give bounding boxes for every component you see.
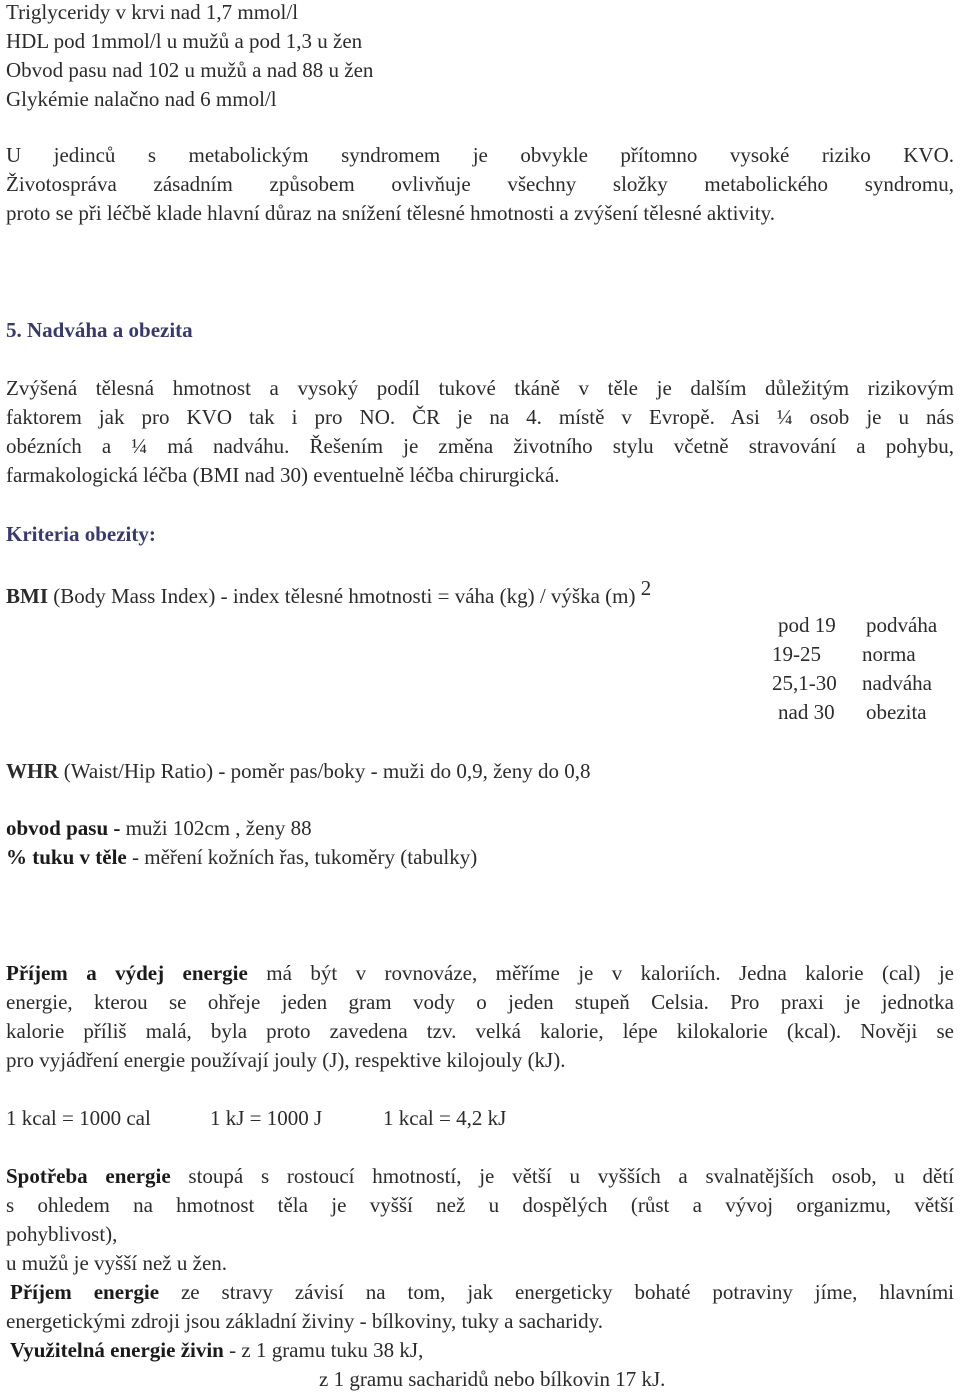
usable-line-2: z 1 gramu sacharidů nebo bílkovin 17 kJ. [319,1367,666,1391]
intake-line-1 [10,1278,954,1307]
intake-text-1: ze stravy závisí na tom, jak energeticky bohaté potraviny jíme, hlavními [159,1280,954,1304]
bmi-category-1: podváha [866,613,938,637]
bmi-exponent: 2 [640,576,652,600]
intake-label: Příjem energie [10,1280,160,1304]
fat-line [6,843,477,872]
bmi-category-2: norma [862,642,916,666]
energy-line-2: energie, kterou se ohřeje jeden gram vody o jeden stupeň Celsia. Pro praxi je jednotka [6,990,954,1014]
criterion-hdl: HDL pod 1mmol/l u mužů a pod 1,3 u žen [6,29,363,53]
bmi-range-2: 19-25 [772,642,821,666]
whr-text: (Waist/Hip Ratio) - poměr pas/boky - muži do 0,9, ženy do 0,8 [58,759,591,783]
waist-label: obvod pasu - [6,816,126,840]
para2-line-1: Zvýšená tělesná hmotnost a vysoký podíl tukové tkáně v těle je dalším důležitým rizikovým [6,376,954,400]
consumption-line-4: u mužů je vyšší než u žen. [6,1251,228,1275]
criteria-heading: Kriteria obezity: [6,522,156,546]
para2-line-2: faktorem jak pro KVO tak i pro NO. ČR je na 4. místě v Evropě. Asi ¼ osob je u nás [6,405,954,429]
energy-line-1 [6,959,954,988]
bmi-text: (Body Mass Index) - index tělesné hmotnosti = váha (kg) / výška (m) [48,584,641,608]
fat-text: - měření kožních řas, tukoměry (tabulky) [126,845,478,869]
bmi-label: BMI [6,584,48,608]
consumption-label: Spotřeba energie [6,1164,171,1188]
whr-line [6,757,590,786]
energy-label: Příjem a výdej energie [6,961,248,985]
consumption-line-3: pohyblivost), [6,1222,118,1246]
intake-line-2: energetickými zdroji jsou základní živiny - bílkoviny, tuky a sacharidy. [6,1309,603,1333]
section-heading: 5. Nadváha a obezita [6,318,193,342]
energy-line-3: kalorie příliš malá, byla proto zavedena tzv. velká kalorie, lépe kilokalorie (kcal). Nověji se [6,1019,954,1043]
bmi-range-1: pod 19 [778,613,836,637]
consumption-line-1 [6,1162,954,1191]
energy-line-4: pro vyjádření energie používají jouly (J), respektive kilojouly (kJ). [6,1048,566,1072]
fat-label: % tuku v těle [6,845,127,869]
waist-text: muži 102cm , ženy 88 [125,816,312,840]
criterion-glycemia: Glykémie nalačno nad 6 mmol/l [6,87,277,111]
usable-label: Využitelná energie živin [10,1338,224,1362]
para2-line-3: obézních a ¼ má nadváhu. Řešením je změna životního stylu včetně stravování a pohybu, [6,434,954,458]
usable-line-1 [10,1336,423,1365]
criterion-triglycerides: Triglyceridy v krvi nad 1,7 mmol/l [6,0,299,24]
unit-kj-j: 1 kJ = 1000 J [210,1106,323,1130]
bmi-line [6,576,652,611]
para1-line-3: proto se při léčbě klade hlavní důraz na snížení tělesné hmotnosti a zvýšení tělesné aktivity. [6,201,775,225]
waist-line [6,814,312,843]
whr-label: WHR [6,759,59,783]
consumption-line-2: s ohledem na hmotnost těla je vyšší než u dospělých (růst a vývoj organizmu, větší [6,1193,954,1217]
criterion-waist: Obvod pasu nad 102 u mužů a nad 88 u žen [6,58,374,82]
consumption-text-1: stoupá s rostoucí hmotností, je větší u vyšších a svalnatějších osob, u dětí [170,1164,954,1188]
unit-kcal-cal: 1 kcal = 1000 cal [6,1106,151,1130]
para1-line-1: U jedinců s metabolickým syndromem je obvykle přítomno vysoké riziko KVO. [6,143,954,167]
para2-line-4: farmakologická léčba (BMI nad 30) eventuelně léčba chirurgická. [6,463,560,487]
bmi-range-4: nad 30 [778,700,835,724]
bmi-category-4: obezita [866,700,927,724]
unit-kcal-kj: 1 kcal = 4,2 kJ [383,1106,507,1130]
bmi-category-3: nadváha [862,671,932,695]
para1-line-2: Životospráva zásadním způsobem ovlivňuje všechny složky metabolického syndromu, [6,172,954,196]
energy-text-1: má být v rovnováze, měříme je v kaloriích. Jedna kalorie (cal) je [247,961,954,985]
usable-text-1: - z 1 gramu tuku 38 kJ, [223,1338,424,1362]
bmi-range-3: 25,1-30 [772,671,837,695]
